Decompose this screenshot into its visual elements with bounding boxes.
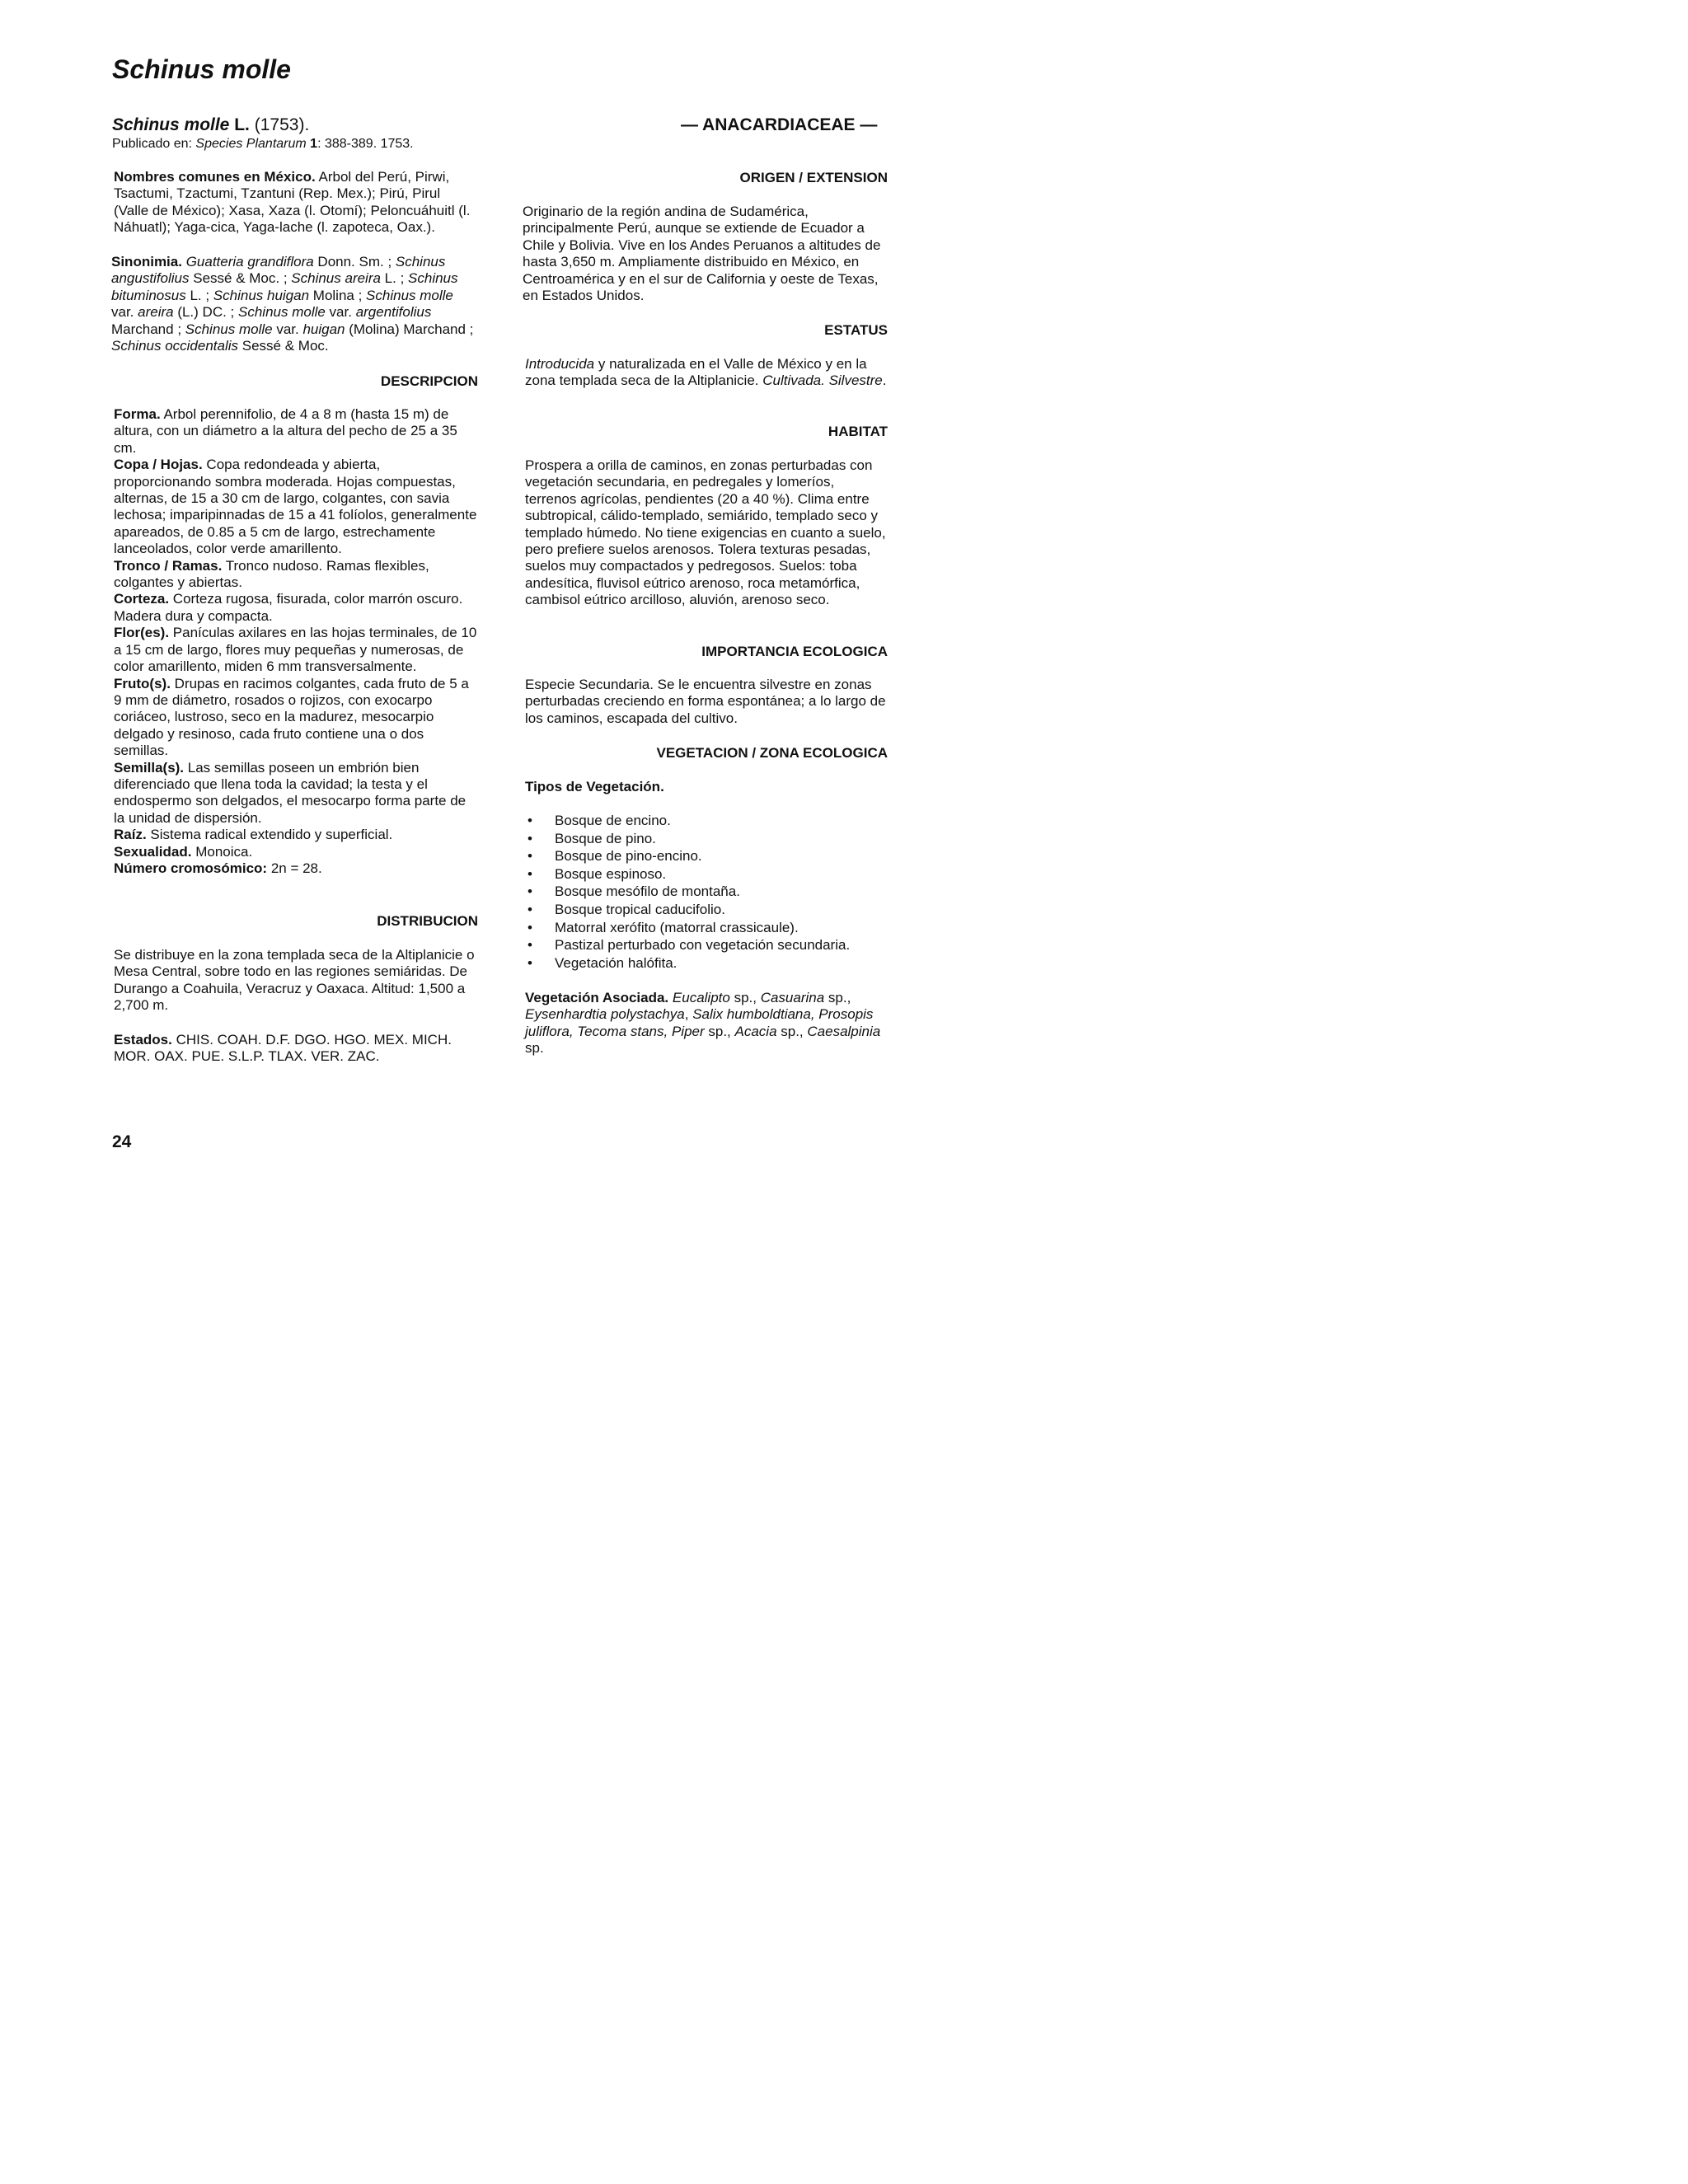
list-item: • Bosque de pino. — [525, 830, 888, 848]
species-name — [112, 115, 309, 135]
species-binomial: Schinus molle — [112, 115, 230, 134]
states-text: CHIS. COAH. D.F. DGO. HGO. MEX. MICH. MOR. OAX. PUE. S.L.P. TLAX. VER. ZAC. — [114, 1032, 452, 1065]
vegetation-types-label: Tipos de Vegetación. — [525, 779, 664, 794]
page-number: 24 — [112, 1132, 132, 1151]
publication-line — [112, 137, 414, 152]
description-copa: Copa / Hojas. Copa redondeada y abierta, proporcionando sombra moderada. Hojas compuestas, alternas, de 15 a 30 cm de largo, colgantes, con savia lechosa; imparipinnadas de 15 a 41 folíolos, generalmente apareados, de 0.85 a 5 cm de largo, estrechamente lanceolados, color verde amarillento. — [114, 457, 477, 557]
common-names-label: Nombres comunes en México. — [114, 169, 316, 185]
list-item: • Bosque tropical caducifolio. — [525, 901, 888, 919]
species-author: L. — [234, 115, 250, 134]
publication-pages: : 388-389. 1753. — [317, 137, 414, 151]
status-text: Introducida y naturalizada en el Valle de México y en la zona templada seca de la Altiplanicie. Cultivada. Silvestre. — [525, 356, 887, 389]
distribution-text: Se distribuye en la zona templada seca de la Altiplanicie o Mesa Central, sobre todo en las regiones semiáridas. De Durango a Coahuila, Veracruz y Oaxaca. Altitud: 1,500 a 2,700 m. — [114, 947, 475, 1014]
synonymy: Sinonimia. Guatteria grandiflora Donn. Sm. ; Schinus angustifolius Sessé & Moc. ; Schinus areira L. ; Schinus bituminosus L. ; Schinus huigan Molina ; Schinus molle var. areira (L.) DC. ; Schinus molle var. argentifolius Marchand ; Schinus molle var. huigan (Molina) Marchand ; Schinus occidentalis Sessé & Moc. — [111, 254, 474, 354]
description-forma: Forma. Arbol perennifolio, de 4 a 8 m (hasta 15 m) de altura, con un diámetro a la altura del pecho de 25 a 35 cm. — [114, 406, 457, 456]
habitat-heading: HABITAT — [828, 424, 888, 439]
list-item: • Bosque de encino. — [525, 812, 888, 830]
status-heading: ESTATUS — [824, 322, 888, 338]
ecology-heading: IMPORTANCIA ECOLOGICA — [701, 644, 888, 659]
publication-work: Species Plantarum — [195, 137, 307, 151]
distribution-heading: DISTRIBUCION — [377, 913, 478, 929]
description-fruto: Fruto(s). Drupas en racimos colgantes, cada fruto de 5 a 9 mm de diámetro, rosados o rojizos, con exocarpo coriáceo, lustroso, seco en la madurez, mesocarpio delgado y resinoso, cada fruto contiene una o dos semillas. — [114, 675, 469, 759]
vegetation-types-list — [525, 812, 888, 972]
description-tronco: Tronco / Ramas. Tronco nudoso. Ramas flexibles, colgantes y abiertas. — [114, 557, 429, 591]
description-heading: DESCRIPCION — [380, 373, 478, 389]
common-names-text: Arbol del Perú, Pirwi, Tsactumi, Tzactumi, Tzantuni (Rep. Mex.); Pirú, Pirul (Valle de México); Xasa, Xaza (l. Otomí); Peloncuáhuitl (l. Náhuatl); Yaga-cica, Yaga-lache (l. zapoteca, Oax.). — [114, 169, 471, 236]
common-names — [114, 169, 478, 237]
states-list — [114, 1032, 478, 1066]
description-raiz: Raíz. Sistema radical extendido y superficial. — [114, 827, 393, 843]
states-label: Estados. — [114, 1032, 172, 1047]
list-item: • Matorral xerófito (matorral crassicaule). — [525, 919, 888, 937]
origin-text: Originario de la región andina de Sudamérica, principalmente Perú, aunque se extiende de Ecuador a Chile y Bolivia. Vive en los Andes Peruanos a altitudes de hasta 3,650 m. Ampliamente distribuido en México, en Centroamérica y en el sur de California y oeste de Texas, en Estados Unidos. — [523, 204, 881, 304]
description-sexualidad: Sexualidad. Monoica. — [114, 843, 253, 860]
list-item: • Bosque de pino-encino. — [525, 847, 888, 865]
habitat-text: Prospera a orilla de caminos, en zonas perturbadas con vegetación secundaria, en pedregales y lomeríos, terrenos agrícolas, pendientes (20 a 40 %). Clima entre subtropical, cálido-templado, semiárido, templado seco y templado húmedo. No tiene exigencias en cuanto a suelo, pero prefiere suelos arenosos. Tolera texturas pesadas, suelos muy compactados y pedregosos. Suelos: toba andesítica, fluvisol eútrico arenoso, roca metamórfica, cambisol eútrico arcilloso, aluvión, arenoso seco. — [525, 457, 886, 608]
publication-label: Publicado en: — [112, 137, 192, 151]
description-cromosomico: Número cromosómico: 2n = 28. — [114, 860, 322, 876]
family-name: — ANACARDIACEAE — — [681, 115, 878, 134]
list-item: • Bosque espinoso. — [525, 865, 888, 883]
associated-vegetation-label: Vegetación Asociada. — [525, 990, 669, 1005]
description-body — [114, 406, 478, 877]
description-semilla: Semilla(s). Las semillas poseen un embrión bien diferenciado que llena toda la cavidad; la testa y el endospermo son delgados, el mesocarpo forma parte de la unidad de dispersión. — [114, 759, 467, 826]
species-year: (1753). — [254, 115, 310, 134]
synonymy-label: Sinonimia. — [111, 254, 182, 269]
description-flor: Flor(es). Panículas axilares en las hojas terminales, de 10 a 15 cm de largo, flores muy pequeñas y numerosas, de color amarillento, miden 6 mm transversalmente. — [114, 625, 477, 675]
publication-volume: 1 — [310, 137, 318, 151]
page-title: Schinus molle — [112, 54, 291, 84]
ecology-text: Especie Secundaria. Se le encuentra silvestre en zonas perturbadas creciendo en forma espontánea; a lo largo de los caminos, escapada del cultivo. — [525, 677, 886, 726]
vegetation-heading: VEGETACION / ZONA ECOLOGICA — [656, 745, 888, 761]
origin-heading: ORIGEN / EXTENSION — [739, 170, 888, 185]
list-item: • Pastizal perturbado con vegetación secundaria. — [525, 936, 888, 954]
list-item: • Bosque mesófilo de montaña. — [525, 883, 888, 901]
list-item: • Vegetación halófita. — [525, 954, 888, 972]
associated-vegetation: Vegetación Asociada. Eucalipto sp., Casuarina sp., Eysenhardtia polystachya, Salix humboldtiana, Prosopis juliflora, Tecoma stans, Piper sp., Acacia sp., Caesalpinia sp. — [525, 990, 881, 1057]
description-corteza: Corteza. Corteza rugosa, fisurada, color marrón oscuro. Madera dura y compacta. — [114, 591, 463, 624]
